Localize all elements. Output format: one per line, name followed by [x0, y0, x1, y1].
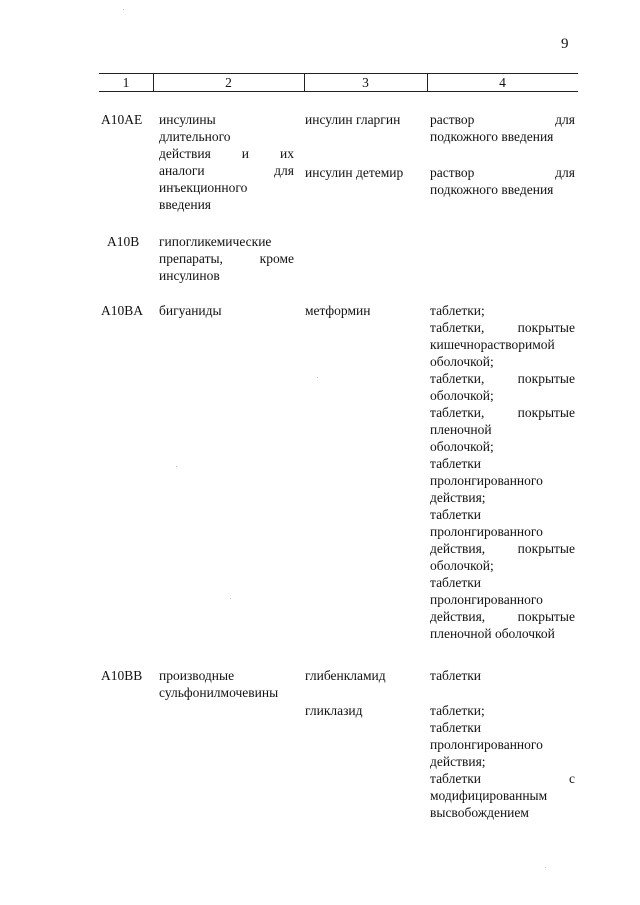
drug-name: гликлазид: [305, 703, 363, 718]
form-line: пролонгированного: [430, 737, 543, 752]
form-line: оболочкой;: [430, 388, 494, 403]
header-col-4: 4: [499, 75, 506, 90]
header-col-2: 2: [225, 75, 232, 90]
name-line: гипогликемические: [159, 234, 272, 249]
scan-speck: [123, 9, 124, 10]
atc-group-name: [159, 302, 294, 319]
form-line: оболочкой;: [430, 439, 494, 454]
dosage-form: [430, 702, 575, 821]
form-line: таблетки: [430, 456, 482, 471]
name-line: длительного: [159, 129, 231, 144]
scan-speck: [176, 466, 177, 467]
form-line: таблетки, покрытые: [430, 320, 575, 335]
scan-speck: [317, 377, 318, 378]
form-line: пролонгированного: [430, 592, 543, 607]
drug-name: инсулин гларгин: [305, 112, 401, 127]
dosage-form: [430, 111, 575, 145]
name-line: сульфонилмочевины: [159, 685, 279, 700]
form-line: таблетки с: [430, 771, 575, 786]
form-line: пленочной оболочкой: [430, 626, 555, 641]
drug-name: глибенкламид: [305, 668, 386, 683]
form-line: таблетки: [430, 507, 482, 522]
name-line: производные: [159, 668, 235, 683]
atc-group-name: [159, 667, 294, 701]
header-col-3: 3: [362, 75, 369, 90]
form-line: таблетки: [430, 575, 482, 590]
form-line: таблетки: [430, 668, 482, 683]
form-line: таблетки;: [430, 303, 485, 318]
atc-code: A10AE: [101, 112, 143, 127]
form-line: подкожного введения: [430, 182, 554, 197]
form-line: пленочной: [430, 422, 492, 437]
form-line: таблетки, покрытые: [430, 405, 575, 420]
drug-name: инсулин детемир: [305, 165, 404, 180]
name-line: препараты, кроме: [159, 251, 294, 266]
name-line: инсулины: [159, 112, 216, 127]
name-line: бигуаниды: [159, 303, 222, 318]
header-col-1: 1: [122, 75, 130, 90]
form-line: таблетки: [430, 720, 482, 735]
atc-code: A10B: [107, 234, 140, 249]
form-line: действия, покрытые: [430, 609, 575, 624]
name-line: введения: [159, 197, 212, 212]
form-line: высвобождением: [430, 805, 529, 820]
form-line: раствор для: [430, 165, 575, 180]
form-line: действия, покрытые: [430, 541, 575, 556]
name-line: инъекционного: [159, 180, 248, 195]
atc-group-name: [159, 111, 294, 213]
form-line: пролонгированного: [430, 473, 543, 488]
drug-name: метформин: [305, 303, 371, 318]
form-line: оболочкой;: [430, 558, 494, 573]
form-line: кишечнорастворимой: [430, 337, 555, 352]
form-line: таблетки;: [430, 703, 485, 718]
atc-code: A10BB: [101, 668, 143, 683]
form-line: модифицированным: [430, 788, 548, 803]
form-line: оболочкой;: [430, 354, 494, 369]
name-line: аналоги для: [159, 163, 294, 178]
page-number: 9: [561, 36, 569, 52]
atc-group-name: [159, 233, 294, 284]
dosage-form: [430, 164, 575, 198]
scan-speck: [545, 867, 546, 868]
form-line: пролонгированного: [430, 524, 543, 539]
atc-code: A10BA: [101, 303, 144, 318]
dosage-form: [430, 302, 575, 642]
scan-speck: [230, 598, 231, 599]
form-line: действия;: [430, 490, 486, 505]
name-line: инсулинов: [159, 268, 220, 283]
table-header: [99, 73, 578, 92]
dosage-form: [430, 667, 575, 684]
form-line: раствор для: [430, 112, 575, 127]
form-line: таблетки, покрытые: [430, 371, 575, 386]
form-line: подкожного введения: [430, 129, 554, 144]
form-line: действия;: [430, 754, 486, 769]
name-line: действия и их: [159, 146, 294, 161]
